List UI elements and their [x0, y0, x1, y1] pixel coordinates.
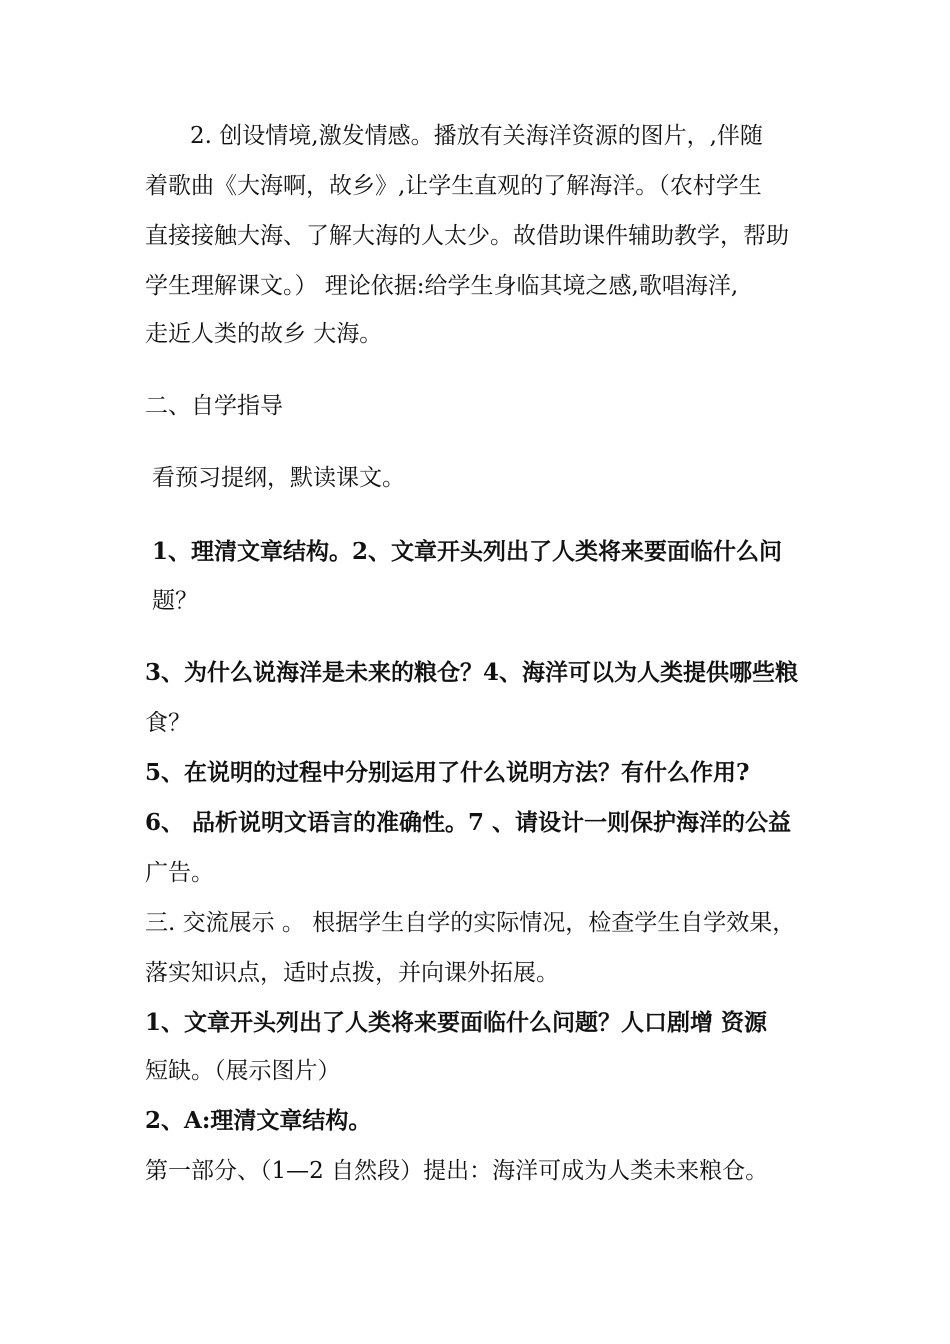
text-line: 落实知识点，适时点拨，并向课外拓展。	[145, 960, 559, 986]
text-line: 2. 创设情境,激发情感。播放有关海洋资源的图片，,伴随	[190, 123, 763, 149]
section-heading: 三. 交流展示 。 根据学生自学的实际情况，检查学生自学效果，	[145, 910, 796, 936]
question-line: 广告。	[145, 860, 214, 886]
text-line: 走近人类的故乡 大海。	[145, 321, 383, 347]
answer-line: 1、文章开头列出了人类将来要面临什么问题？人口剧增 资源	[145, 1009, 768, 1036]
question-line: 1、理清文章结构。2、文章开头列出了人类将来要面临什么问	[152, 538, 783, 565]
question-line: 6、 品析说明文语言的准确性。7 、请设计一则保护海洋的公益	[145, 809, 792, 836]
text-line: 学生理解课文。） 理论依据:给学生身临其境之感,歌唱海洋,	[145, 273, 739, 299]
question-line: 5、在说明的过程中分别运用了什么说明方法？有什么作用?	[145, 759, 750, 786]
answer-line: 短缺。（展示图片）	[145, 1058, 341, 1084]
text-line: 看预习提纲，默读课文。	[152, 465, 405, 491]
answer-line: 2、A:理清文章结构。	[145, 1107, 372, 1134]
question-line: 题？	[152, 588, 198, 614]
text-line: 直接接触大海、了解大海的人太少。故借助课件辅助教学，帮助	[145, 223, 789, 249]
answer-line: 第一部分、（1—2 自然段）提出：海洋可成为人类未来粮仓。	[145, 1158, 769, 1184]
question-line: 食？	[145, 710, 191, 736]
text-line: 着歌曲《大海啊，故乡》,让学生直观的了解海洋。（农村学生	[145, 173, 762, 199]
section-heading: 二、自学指导	[145, 393, 283, 419]
question-line: 3、为什么说海洋是未来的粮仓？4、海洋可以为人类提供哪些粮	[145, 659, 799, 686]
